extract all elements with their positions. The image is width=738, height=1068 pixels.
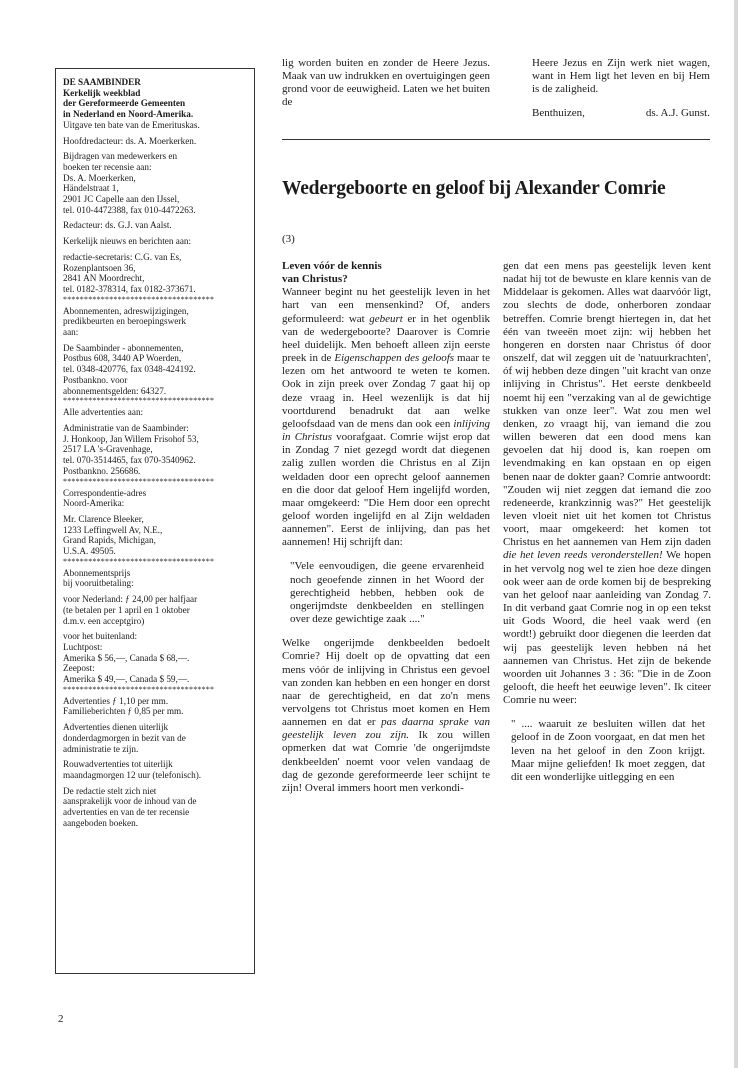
address-line: tel. 0182-378314, fax 0182-373671. — [63, 283, 196, 294]
paragraph — [282, 286, 490, 549]
text-line: maandagmorgen 12 uur (telefonisch). — [63, 769, 202, 780]
divider-stars: ************************************ — [63, 557, 215, 566]
contributions-address — [63, 151, 249, 215]
masthead-line: DE SAAMBINDER — [63, 77, 141, 87]
text-line: De redactie stelt zich niet — [63, 785, 157, 796]
address-line: abonnementsgelden: 64327. — [63, 385, 167, 396]
signature-place: Benthuizen, — [532, 107, 585, 120]
text-line: Abonnementen, adreswijzigingen, — [63, 305, 189, 316]
address-line: 2901 JC Capelle aan den IJssel, — [63, 194, 180, 205]
text-line: aansprakelijk voor de inhoud van de — [63, 796, 197, 807]
paragraph — [503, 260, 711, 707]
subscriptions-intro — [63, 306, 249, 338]
price-intro — [63, 568, 249, 589]
address-line: redactie-secretaris: C.G. van Es, — [63, 251, 182, 262]
address-line: Postbankno. voor — [63, 374, 128, 385]
address-line: 1233 Leffingwell Av, N.E., — [63, 524, 163, 535]
text-line: Noord-Amerika: — [63, 498, 125, 509]
address-line: Händelstraat 1, — [63, 183, 119, 194]
emphasis: pas daarna sprake van geestelijk leven zou zijn. — [282, 716, 490, 742]
address-line: tel. 0348-420776, fax 0348-424192. — [63, 364, 196, 375]
text-line: aan: — [63, 327, 79, 338]
masthead-subtitle: Uitgave ten bate van de Emerituskas. — [63, 119, 200, 130]
article-column-2 — [503, 260, 711, 784]
continuation-column-1: lig worden buiten en zonder de Heere Jezus. Maak van uw indrukken en overtuigingen geen grond voor de eeuwigheid. Laten we het buiten de — [282, 57, 490, 109]
signature — [532, 107, 710, 120]
address-line: Postbus 608, 3440 AP Woerden, — [63, 353, 182, 364]
mourning-ads — [63, 759, 249, 780]
block-quote: " .... waaruit ze besluiten willen dat het geloof in de Zoon voorgaat, en dat men het leven na het geloof in den Zoon krijgt. Maar mijne geliefden! Ik moet zeggen, dat dit een wonderlijke uitlegging en een — [511, 718, 705, 783]
text-run: maar te lezen om het antwoord te weten te komen. Ook in zijn preek over Zondag 7 gaat hij op deze vraag in. Heel wezenlijk is dat hij voortdurend benadrukt dat aan welke geloofsdaad van de mens dan ook een — [282, 352, 490, 430]
address-line: Ds. A. Moerkerken, — [63, 172, 136, 183]
article-part-number: (3) — [282, 233, 295, 245]
ads-label: Alle advertenties aan: — [63, 407, 144, 418]
text-line: (te betalen per 1 april en 1 oktober — [63, 604, 190, 615]
heading-line: van Christus? — [282, 273, 348, 286]
address-line: Administratie van de Saambinder: — [63, 422, 189, 433]
divider-stars: ************************************ — [63, 477, 215, 486]
text-line: Luchtpost: — [63, 641, 103, 652]
masthead — [63, 77, 249, 131]
text-line: Advertenties dienen uiterlijk — [63, 722, 169, 733]
price-abroad — [63, 631, 249, 685]
masthead-line: in Nederland en Noord-Amerika. — [63, 109, 194, 120]
signature-author: ds. A.J. Gunst. — [645, 107, 710, 120]
continuation-column-2 — [532, 57, 710, 120]
text-line: Advertenties ƒ 1,10 per mm. — [63, 695, 169, 706]
colophon-box — [55, 68, 255, 974]
editor: Redacteur: ds. G.J. van Aalst. — [63, 220, 172, 231]
emphasis: gebeurt — [369, 312, 403, 325]
text-line: Amerika $ 49,—, Canada $ 59,—. — [63, 674, 190, 685]
text-line: predikbeurten en beroepingswerk — [63, 316, 186, 327]
address-line: tel. 070-3514465, fax 070-3540962. — [63, 455, 196, 466]
ad-deadline — [63, 722, 249, 754]
text-line: Rouwadvertenties tot uiterlijk — [63, 759, 173, 770]
text-line: d.m.v. een acceptgiro) — [63, 615, 145, 626]
article-column-1 — [282, 260, 490, 795]
masthead-line: Kerkelijk weekblad — [63, 87, 141, 98]
text-run: voorafgaat. Comrie wijst erop dat in Zondag 7 niet gezegd wordt dat diegenen zalig zullen worden die Christus en al Zijn weldaden door een oprecht geloof aannemen en die door dat geloof Hem ingelijfd worden, maar omgekeerd: "Die Hem door een oprecht geloof worden ingelijfd en al Zijn weldaden aannemen". Eerst de inlijving, dan pas het aannemen! Hij schrijft dan: — [282, 431, 490, 549]
block-quote: "Vele eenvoudigen, die geene ervarenheid noch geoefende zinnen in het Woord der gerechtigheid hebben, hebben ook de ongerijmdste denkbeelden en stellingen over deze gewichtige zaak ...." — [290, 560, 484, 626]
text-run: Welke ongerijmde denkbeelden bedoelt Comrie? Hij doelt op de opvatting dat een mens vóór de inlijving in Christus een gevoel van zonden kan hebben en een honger en dorst naar de gerechtigheid, en dat zo'n mens vervolgens tot Christus moet komen en Hem aannemen en dat er — [282, 637, 490, 729]
emphasis: inlijving in Christus — [282, 417, 490, 444]
address-line: Mr. Clarence Bleeker, — [63, 513, 144, 524]
address-line: De Saambinder - abonnementen, — [63, 342, 184, 353]
text-run: Wanneer begint nu het geestelijk leven in het hart van een mensenkind? Of, anders geformuleerd: wat — [282, 286, 490, 325]
divider-stars: ************************************ — [63, 397, 215, 406]
text-run: er in het ogenblik van de wedergeboorte? Daarover is Comrie heel duidelijk. Men behoeft alleen zijn eerste preek in de — [282, 312, 490, 365]
continuation-text: Heere Jezus en Zijn werk niet wagen, want in Hem ligt het leven en bij Hem is de zaligheid. — [532, 57, 710, 96]
text-line: advertenties en van de ter recensie — [63, 807, 190, 818]
ad-prices — [63, 696, 249, 717]
address-line: Grand Rapids, Michigan, — [63, 535, 156, 546]
emphasis: Eigenschappen des geloofs — [334, 352, 455, 365]
ads-address — [63, 423, 249, 477]
address-line: J. Honkoop, Jan Willem Frisohof 53, — [63, 433, 199, 444]
text-line: bij vooruitbetaling: — [63, 578, 134, 589]
address-line: Postbankno. 256686. — [63, 465, 141, 476]
text-line: Correspondentie-adres — [63, 487, 147, 498]
address-line: boeken ter recensie aan: — [63, 161, 152, 172]
church-news-label: Kerkelijk nieuws en berichten aan: — [63, 236, 192, 247]
north-america-address — [63, 514, 249, 557]
heading-line: Leven vóór de kennis — [282, 260, 382, 272]
secretary-address — [63, 252, 249, 295]
text-run: gen dat een mens pas geestelijk leven kent nadat hij tot de bewuste en klare kennis van de Middelaar is gekomen. Alles wat daarvóór ligt, zou slechts de dode, onherboren zondaar betreffen. Comrie brengt hiertegen in, dat het één van tweeën moet zijn: wij hebben het hongeren en dorsten naar Christus óf door onszelf, dat wil zeggen uit de 'natuurkrachten', óf wij hebben deze dingen "uit kracht van onze inlijving in Christus". Het eerste denkbeeld noemt hij een "verzaking van al de gewichtige stukken van onze leer". Wat zou men wel denken, zo vraagt hij, van iemand die zou willen beweren dat een dood mens kan gevoelen dat hij dood is, kan roepen om levendmaking en kan opstaan en op eigen benen naar de dokter gaan? Comrie antwoordt: "Zouden wij niet zeggen dat iemand die zoo redeneerde, krankzinnig was?" Het geestelijk leven vloeit niet uit het komen tot Christus voort, maar omgekeerd: het komen tot Christus en het aannemen van Hem zijn daden — [503, 260, 711, 549]
text-line: Abonnementsprijs — [63, 567, 131, 578]
text-run: Ik zou willen opmerken dat wat Comrie 'de ongerijmdste denkbeelden' noemt voor velen vandaag de dag de gezonde gereformeerde leer schijnt te zijn! Overal immers hoort men verkondi- — [282, 729, 490, 794]
section-heading — [282, 260, 490, 286]
text-line: voor het buitenland: — [63, 631, 137, 642]
north-america-intro — [63, 488, 249, 509]
address-line: Bijdragen van medewerkers en — [63, 151, 178, 162]
editor-in-chief: Hoofdredacteur: ds. A. Moerkerken. — [63, 135, 197, 146]
emphasis: die het leven reeds veronderstellen! — [503, 549, 663, 562]
divider-stars: ************************************ — [63, 685, 215, 694]
text-line: aangeboden boeken. — [63, 817, 138, 828]
text-line: donderdagmorgen in bezit van de — [63, 732, 186, 743]
disclaimer — [63, 786, 249, 829]
article-title: Wedergeboorte en geloof bij Alexander Comrie — [282, 178, 666, 199]
text-line: Amerika $ 56,—, Canada $ 68,—. — [63, 652, 190, 663]
subscriptions-address — [63, 343, 249, 397]
address-line: 2841 AN Moordrecht, — [63, 273, 145, 284]
text-line: Zeepost: — [63, 663, 95, 674]
price-netherlands — [63, 594, 249, 626]
section-divider — [282, 139, 710, 140]
text-run: We hopen in het vervolg nog wel te zien hoe deze dingen ook weer aan de orde komen bij de bespreking van het geloof naar aanleiding van Zondag 7. In dit verband gaat Comrie nog in op een tekst uit Gods Woord, die heel vaak werd (en wordt!) gebruikt door diegenen die leerden dat wij pas geestelijk leven hebben ná het aannemen van Christus. Het zijn de bekende woorden uit Johannes 3 : 36: "Die in de Zoon gelooft, die heeft het eeuwige leven". Ik citeer Comrie nu weer: — [503, 549, 711, 707]
address-line: Rozenplantsoen 36, — [63, 262, 136, 273]
masthead-line: der Gereformeerde Gemeenten — [63, 98, 186, 109]
text-line: voor Nederland: ƒ 24,00 per halfjaar — [63, 594, 198, 605]
address-line: tel. 010-4472388, fax 010-4472263. — [63, 204, 196, 215]
text-line: administratie te zijn. — [63, 743, 139, 754]
paragraph — [282, 637, 490, 795]
page-number: 2 — [58, 1013, 64, 1025]
address-line: 2517 LA 's-Gravenhage, — [63, 444, 153, 455]
divider-stars: ************************************ — [63, 295, 215, 304]
text-line: Familieberichten ƒ 0,85 per mm. — [63, 706, 184, 717]
address-line: U.S.A. 49505. — [63, 546, 116, 557]
